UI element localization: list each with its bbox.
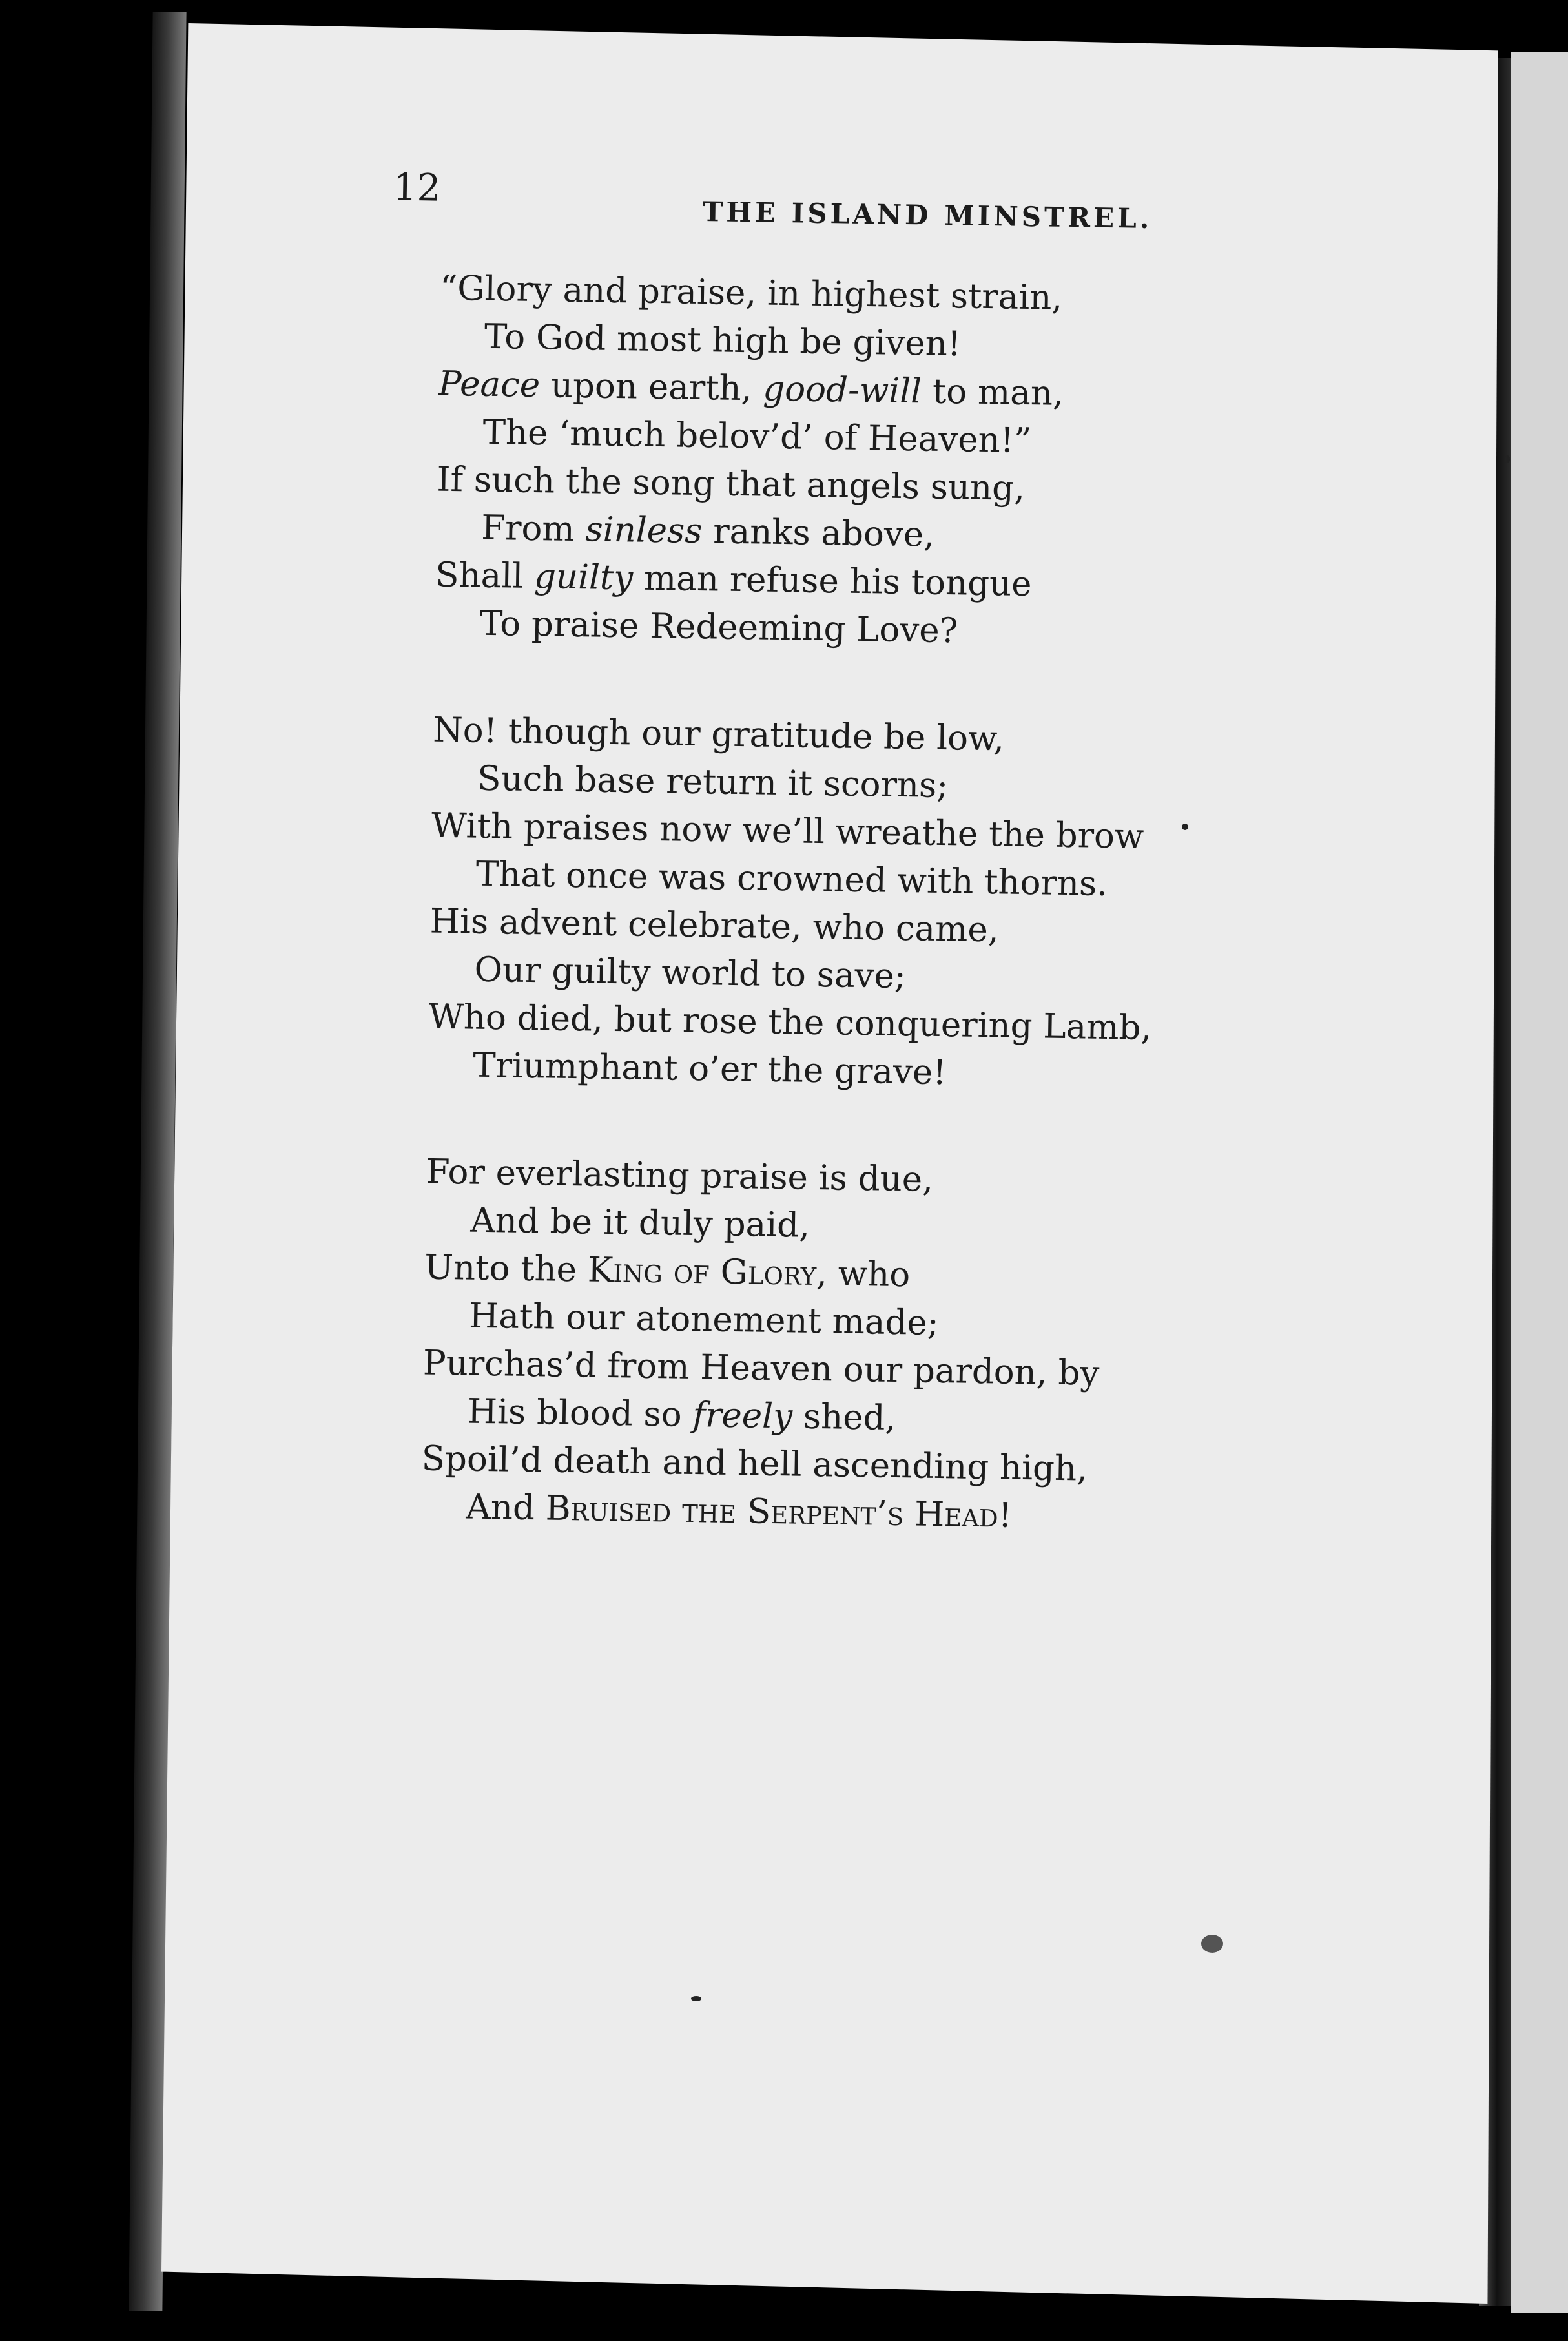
poem-line: And Bruised the Serpent’s Head! xyxy=(466,1487,1013,1535)
poem-line: His advent celebrate, who came, xyxy=(429,901,1000,950)
running-head: THE ISLAND MINSTREL. xyxy=(702,196,1153,234)
poem-line: Peace upon earth, good-will to man, xyxy=(438,364,1064,413)
poem-line: Purchas’d from Heaven our pardon, by xyxy=(422,1343,1100,1393)
poem-line: To praise Redeeming Love? xyxy=(479,603,958,651)
scan-speck xyxy=(1201,1935,1223,1953)
poem-line: The ‘much belov’d’ of Heaven!” xyxy=(482,412,1032,461)
poem-line: And be it duly paid, xyxy=(470,1200,810,1245)
poem-line: Shall guilty man refuse his tongue xyxy=(435,555,1033,605)
scan-speck xyxy=(691,1996,701,2001)
poem-line: Our guilty world to save; xyxy=(474,950,907,997)
poem-line: “Glory and praise, in highest strain, xyxy=(439,268,1063,318)
poem-line: To God most high be given! xyxy=(484,317,962,364)
poem-line: For everlasting praise is due, xyxy=(426,1152,934,1200)
poem-line: Triumphant o’er the grave! xyxy=(472,1045,947,1093)
stanza-3 xyxy=(420,1149,1201,1543)
poem-line: Who died, but rose the conquering Lamb, xyxy=(428,997,1152,1048)
poem-line: Hath our atonement made; xyxy=(468,1296,940,1344)
poem-line: Unto the King of Glory, who xyxy=(424,1247,911,1295)
scan-speck xyxy=(1505,455,1510,463)
poem-line: That once was crowned with thorns. xyxy=(475,854,1108,904)
poem xyxy=(420,265,1215,1603)
poem-line: Spoil’d death and hell ascending high, xyxy=(421,1439,1088,1489)
stanza-1 xyxy=(434,265,1215,660)
poem-line: With praises now we’ll wreathe the brow xyxy=(431,806,1144,857)
poem-line: From sinless ranks above, xyxy=(480,508,935,555)
page-number: 12 xyxy=(393,165,441,210)
scan-speck xyxy=(1182,824,1188,830)
poem-line: Such base return it scorns; xyxy=(477,758,949,806)
poem-line: If such the song that angels sung, xyxy=(437,459,1026,508)
stanza-2 xyxy=(428,707,1208,1101)
poem-line: No! though our gratitude be low, xyxy=(432,710,1005,759)
poem-line: His blood so freely shed, xyxy=(467,1391,896,1438)
